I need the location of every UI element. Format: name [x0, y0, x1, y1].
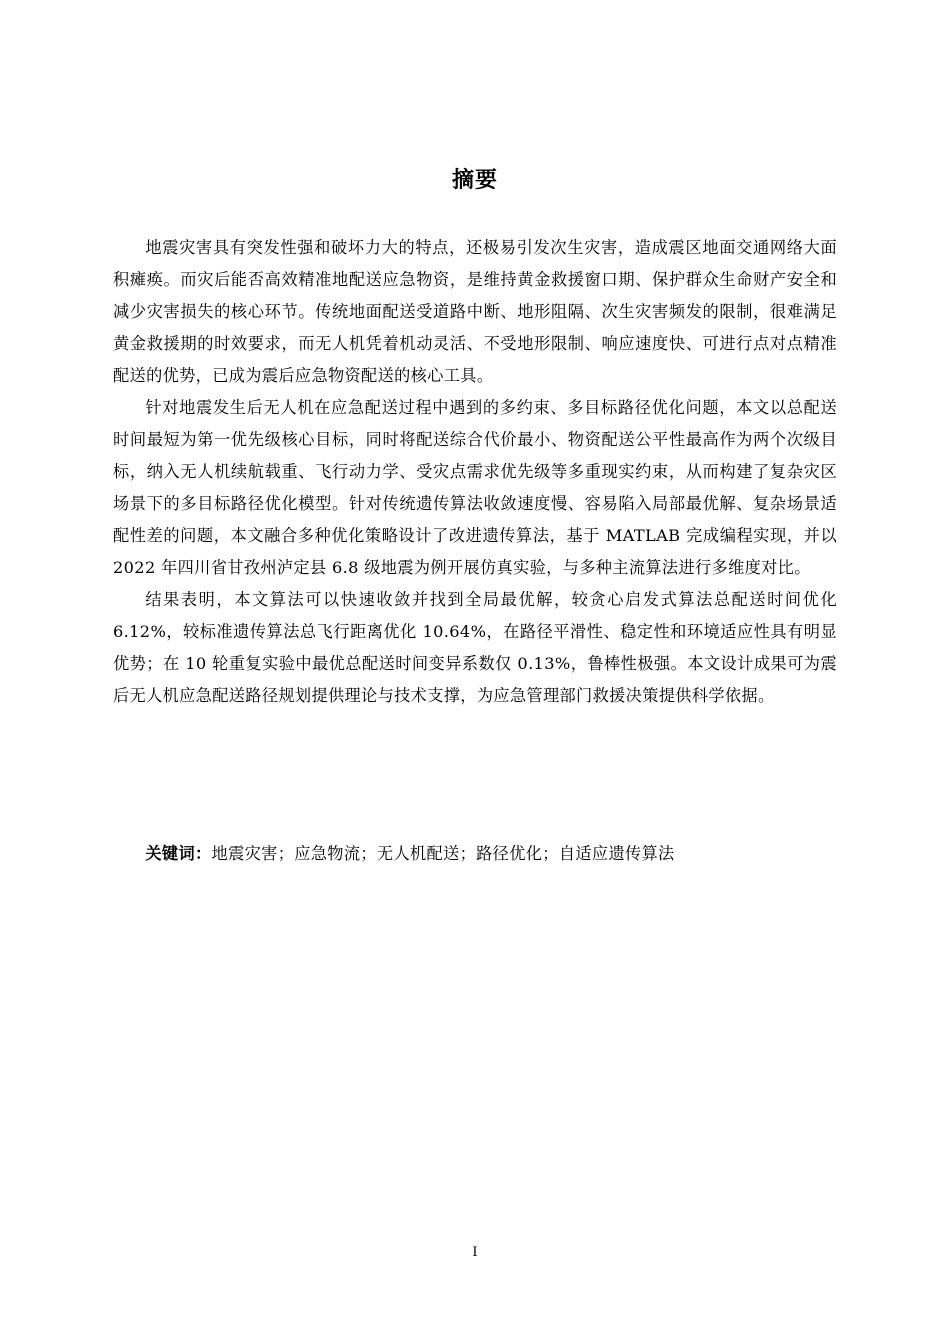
keywords-text: 地震灾害；应急物流；无人机配送；路径优化；自适应遗传算法 [211, 844, 675, 863]
keywords-label: 关键词： [145, 844, 212, 863]
abstract-title: 摘要 [451, 168, 498, 193]
abstract-body [113, 232, 837, 712]
abstract-paragraph-results: 结果表明，本文算法可以快速收敛并找到全局最优解，较贪心启发式算法总配送时间优化 6.12%，较标准遗传算法总飞行距离优化 10.64%，在路径平滑性、稳定性和环境适应性具有明显优势；在 10 轮重复实验中最优总配送时间变异系数仅 0.13%，鲁棒性极强。本文设计成果可为震后无人机应急配送路径规划提供理论与技术支撑，为应急管理部门救援决策提供科学依据。 [113, 590, 837, 705]
keywords-line [113, 838, 837, 870]
page-number: I [472, 1245, 478, 1260]
abstract-paragraph-background: 地震灾害具有突发性强和破坏力大的特点，还极易引发次生灾害，造成震区地面交通网络大面积瘫痪。而灾后能否高效精准地配送应急物资，是维持黄金救援窗口期、保护群众生命财产安全和减少灾害损失的核心环节。传统地面配送受道路中断、地形阻隔、次生灾害频发的限制，很难满足黄金救援期的时效要求，而无人机凭着机动灵活、不受地形限制、响应速度快、可进行点对点精准配送的优势，已成为震后应急物资配送的核心工具。 [113, 238, 837, 385]
abstract-paragraph-method: 针对地震发生后无人机在应急配送过程中遇到的多约束、多目标路径优化问题，本文以总配送时间最短为第一优先级核心目标，同时将配送综合代价最小、物资配送公平性最高作为两个次级目标，纳入无人机续航载重、飞行动力学、受灾点需求优先级等多重现实约束，从而构建了复杂灾区场景下的多目标路径优化模型。针对传统遗传算法收敛速度慢、容易陷入局部最优解、复杂场景适配性差的问题，本文融合多种优化策略设计了改进遗传算法，基于 MATLAB 完成编程实现，并以 2022 年四川省甘孜州泸定县 6.8 级地震为例开展仿真实验，与多种主流算法进行多维度对比。 [113, 398, 837, 577]
